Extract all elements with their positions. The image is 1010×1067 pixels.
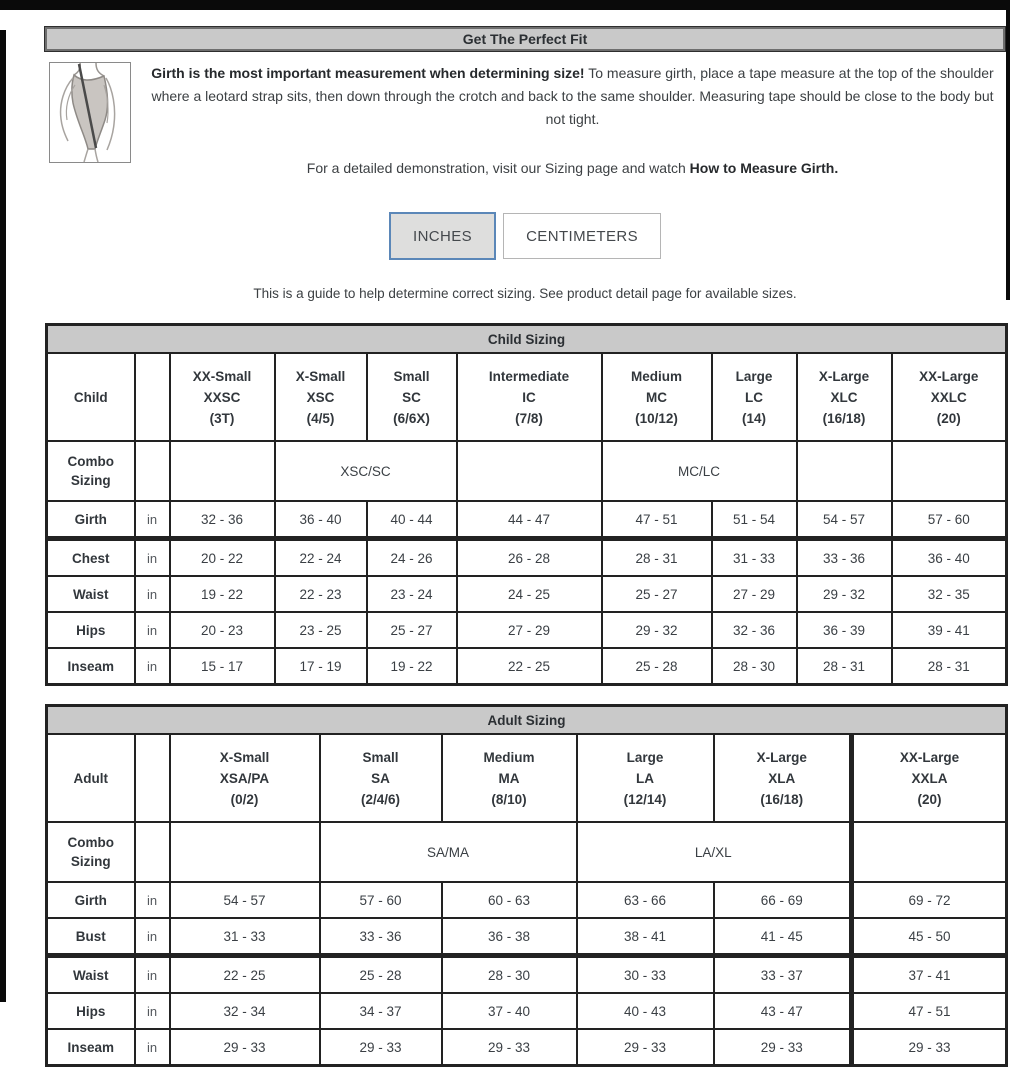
table-row <box>47 956 1007 994</box>
combo-cell: XSC/SC <box>275 441 457 501</box>
demo-instruction <box>140 157 1005 180</box>
value-cell: 29 - 33 <box>442 1029 577 1066</box>
value-cell: 37 - 40 <box>442 993 577 1029</box>
value-cell: 51 - 54 <box>712 501 797 539</box>
value-cell: 45 - 50 <box>852 918 1007 956</box>
row-label: Hips <box>47 612 135 648</box>
combo-cell: MC/LC <box>602 441 797 501</box>
value-cell: 32 - 36 <box>712 612 797 648</box>
demo-instruction-text: For a detailed demonstration, visit our Sizing page and watch <box>306 160 690 176</box>
row-label: Inseam <box>47 648 135 685</box>
value-cell: 44 - 47 <box>457 501 602 539</box>
value-cell: 33 - 36 <box>320 918 442 956</box>
value-cell: 29 - 33 <box>170 1029 320 1066</box>
value-cell: 29 - 33 <box>577 1029 714 1066</box>
value-cell: 28 - 30 <box>442 956 577 994</box>
value-cell: 25 - 27 <box>367 612 457 648</box>
table-row <box>47 501 1007 539</box>
value-cell: 29 - 32 <box>797 576 892 612</box>
column-header: Small SA (2/4/6) <box>320 734 442 822</box>
value-cell: 54 - 57 <box>170 882 320 918</box>
unit-cell: in <box>135 1029 170 1066</box>
value-cell: 36 - 40 <box>892 539 1007 577</box>
value-cell: 28 - 31 <box>892 648 1007 685</box>
column-header: XX-Small XXSC (3T) <box>170 353 275 441</box>
combo-cell <box>170 822 320 882</box>
value-cell: 30 - 33 <box>577 956 714 994</box>
column-header: Large LC (14) <box>712 353 797 441</box>
combo-unit-cell <box>135 441 170 501</box>
row-label: Bust <box>47 918 135 956</box>
leotard-diagram-icon <box>50 63 130 162</box>
value-cell: 19 - 22 <box>170 576 275 612</box>
sizing-guide-note: This is a guide to help determine correct sizing. See product detail page for available sizes. <box>253 286 797 301</box>
girth-description-bold: Girth is the most important measurement when determining size! <box>151 65 585 81</box>
value-cell: 32 - 36 <box>170 501 275 539</box>
table-title: Adult Sizing <box>47 706 1007 735</box>
value-cell: 29 - 33 <box>714 1029 852 1066</box>
value-cell: 31 - 33 <box>712 539 797 577</box>
girth-instructions <box>140 62 1005 180</box>
value-cell: 36 - 40 <box>275 501 367 539</box>
value-cell: 19 - 22 <box>367 648 457 685</box>
value-cell: 25 - 28 <box>320 956 442 994</box>
screenshot-crop-bar-left <box>0 30 6 1002</box>
value-cell: 20 - 22 <box>170 539 275 577</box>
value-cell: 54 - 57 <box>797 501 892 539</box>
inches-button[interactable]: INCHES <box>389 212 496 260</box>
page-title <box>45 27 1005 51</box>
girth-info-section <box>45 62 1005 180</box>
combo-sizing-label: Combo Sizing <box>47 822 135 882</box>
value-cell: 25 - 28 <box>602 648 712 685</box>
value-cell: 47 - 51 <box>602 501 712 539</box>
table-row <box>47 576 1007 612</box>
row-label: Girth <box>47 882 135 918</box>
table-row <box>47 882 1007 918</box>
value-cell: 29 - 33 <box>852 1029 1007 1066</box>
unit-cell: in <box>135 956 170 994</box>
value-cell: 15 - 17 <box>170 648 275 685</box>
combo-cell: SA/MA <box>320 822 577 882</box>
table-row <box>47 648 1007 685</box>
combo-cell <box>797 441 892 501</box>
value-cell: 26 - 28 <box>457 539 602 577</box>
value-cell: 43 - 47 <box>714 993 852 1029</box>
value-cell: 36 - 39 <box>797 612 892 648</box>
column-header: Small SC (6/6X) <box>367 353 457 441</box>
combo-cell <box>457 441 602 501</box>
row-label: Chest <box>47 539 135 577</box>
value-cell: 28 - 31 <box>602 539 712 577</box>
combo-sizing-label: Combo Sizing <box>47 441 135 501</box>
table-row <box>47 993 1007 1029</box>
value-cell: 33 - 36 <box>797 539 892 577</box>
value-cell: 28 - 31 <box>797 648 892 685</box>
girth-description-rest: To measure girth, place a tape measure at the top of the shoulder where a leotard strap sits, then down through the crotch and back to the same shoulder. Measuring tape should be close to the body but not tight. <box>151 65 994 127</box>
value-cell: 27 - 29 <box>712 576 797 612</box>
adult-sizing-table <box>45 704 1008 1067</box>
value-cell: 39 - 41 <box>892 612 1007 648</box>
unit-cell: in <box>135 882 170 918</box>
row-label: Waist <box>47 956 135 994</box>
table-row <box>47 1029 1007 1066</box>
value-cell: 57 - 60 <box>892 501 1007 539</box>
value-cell: 41 - 45 <box>714 918 852 956</box>
page-title-text: Get The Perfect Fit <box>462 31 588 47</box>
value-cell: 38 - 41 <box>577 918 714 956</box>
value-cell: 24 - 25 <box>457 576 602 612</box>
value-cell: 63 - 66 <box>577 882 714 918</box>
sizing-page <box>45 27 1005 1067</box>
value-cell: 57 - 60 <box>320 882 442 918</box>
value-cell: 29 - 33 <box>320 1029 442 1066</box>
value-cell: 33 - 37 <box>714 956 852 994</box>
table-corner-label: Child <box>47 353 135 441</box>
girth-description <box>140 62 1005 131</box>
leotard-girth-illustration <box>49 62 131 163</box>
column-header: X-Large XLA (16/18) <box>714 734 852 822</box>
column-header: Medium MC (10/12) <box>602 353 712 441</box>
row-label: Inseam <box>47 1029 135 1066</box>
value-cell: 28 - 30 <box>712 648 797 685</box>
combo-unit-cell <box>135 822 170 882</box>
column-header: Medium MA (8/10) <box>442 734 577 822</box>
row-label: Waist <box>47 576 135 612</box>
unit-cell: in <box>135 993 170 1029</box>
value-cell: 23 - 24 <box>367 576 457 612</box>
value-cell: 60 - 63 <box>442 882 577 918</box>
value-cell: 40 - 43 <box>577 993 714 1029</box>
value-cell: 22 - 23 <box>275 576 367 612</box>
row-label: Hips <box>47 993 135 1029</box>
value-cell: 22 - 24 <box>275 539 367 577</box>
value-cell: 27 - 29 <box>457 612 602 648</box>
column-header: X-Small XSA/PA (0/2) <box>170 734 320 822</box>
table-row <box>47 612 1007 648</box>
unit-cell: in <box>135 918 170 956</box>
value-cell: 40 - 44 <box>367 501 457 539</box>
value-cell: 32 - 34 <box>170 993 320 1029</box>
value-cell: 22 - 25 <box>170 956 320 994</box>
child-sizing-table <box>45 323 1008 686</box>
table-corner-label: Adult <box>47 734 135 822</box>
unit-cell: in <box>135 501 170 539</box>
value-cell: 36 - 38 <box>442 918 577 956</box>
unit-column-header <box>135 353 170 441</box>
value-cell: 69 - 72 <box>852 882 1007 918</box>
value-cell: 32 - 35 <box>892 576 1007 612</box>
value-cell: 24 - 26 <box>367 539 457 577</box>
unit-cell: in <box>135 648 170 685</box>
value-cell: 66 - 69 <box>714 882 852 918</box>
combo-cell <box>852 822 1007 882</box>
screenshot-crop-bar-right <box>1006 10 1010 300</box>
row-label: Girth <box>47 501 135 539</box>
value-cell: 34 - 37 <box>320 993 442 1029</box>
table-row <box>47 539 1007 577</box>
value-cell: 20 - 23 <box>170 612 275 648</box>
table-title: Child Sizing <box>47 325 1007 354</box>
table-row <box>47 918 1007 956</box>
value-cell: 22 - 25 <box>457 648 602 685</box>
combo-cell <box>892 441 1007 501</box>
value-cell: 17 - 19 <box>275 648 367 685</box>
unit-column-header <box>135 734 170 822</box>
column-header: X-Large XLC (16/18) <box>797 353 892 441</box>
column-header: Intermediate IC (7/8) <box>457 353 602 441</box>
unit-cell: in <box>135 576 170 612</box>
unit-toggle <box>45 212 1005 260</box>
value-cell: 31 - 33 <box>170 918 320 956</box>
value-cell: 23 - 25 <box>275 612 367 648</box>
combo-cell: LA/XL <box>577 822 852 882</box>
column-header: Large LA (12/14) <box>577 734 714 822</box>
column-header: XX-Large XXLC (20) <box>892 353 1007 441</box>
value-cell: 25 - 27 <box>602 576 712 612</box>
unit-cell: in <box>135 539 170 577</box>
demo-instruction-bold: How to Measure Girth. <box>689 160 839 176</box>
column-header: X-Small XSC (4/5) <box>275 353 367 441</box>
screenshot-crop-bar-top <box>0 0 1010 10</box>
value-cell: 37 - 41 <box>852 956 1007 994</box>
unit-cell: in <box>135 612 170 648</box>
combo-cell <box>170 441 275 501</box>
column-header: XX-Large XXLA (20) <box>852 734 1007 822</box>
value-cell: 29 - 32 <box>602 612 712 648</box>
centimeters-button[interactable]: CENTIMETERS <box>503 213 661 259</box>
value-cell: 47 - 51 <box>852 993 1007 1029</box>
